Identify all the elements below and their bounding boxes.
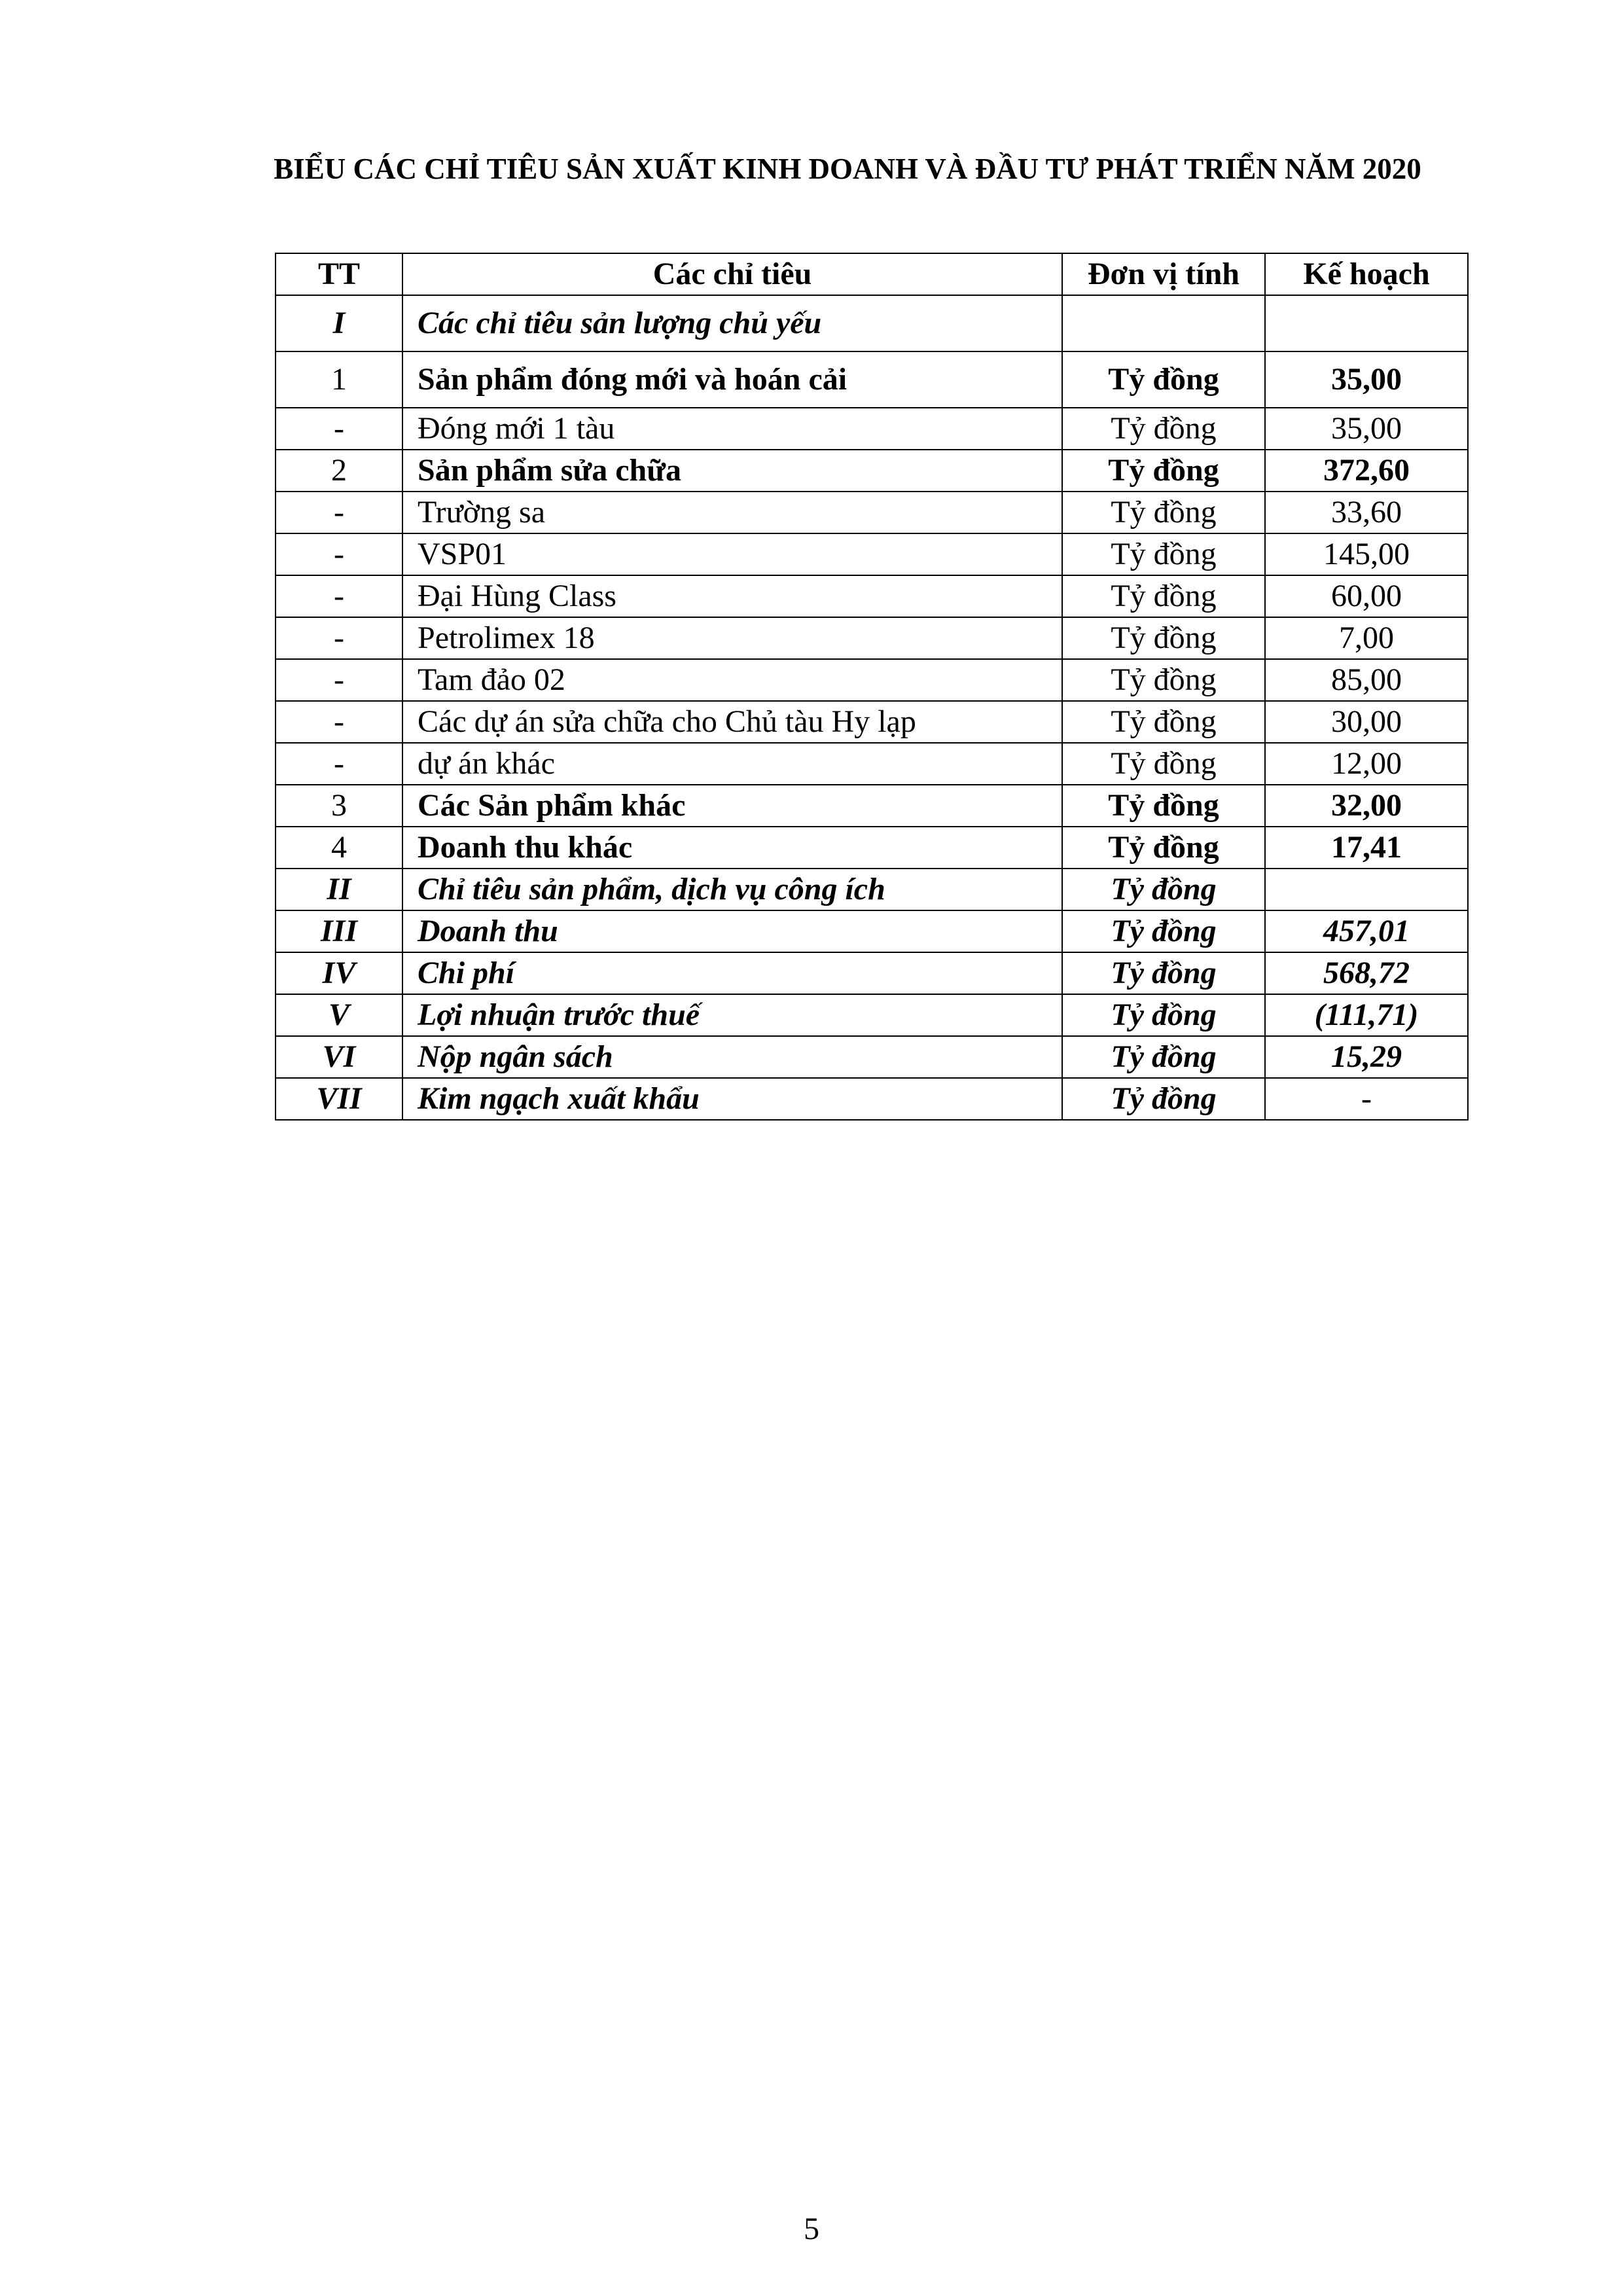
row-indicator: Các Sản phẩm khác (402, 785, 1062, 827)
header-tt: TT (276, 253, 402, 295)
table-row (276, 701, 1468, 743)
row-unit: Tỷ đồng (1062, 1036, 1265, 1078)
row-unit: Tỷ đồng (1062, 827, 1265, 869)
row-unit: Tỷ đồng (1062, 994, 1265, 1036)
row-indicator: Kim ngạch xuất khẩu (402, 1078, 1062, 1120)
row-tt: VII (276, 1078, 402, 1120)
row-plan: 15,29 (1265, 1036, 1468, 1078)
table-row (276, 952, 1468, 994)
row-tt: - (276, 659, 402, 701)
row-tt: - (276, 701, 402, 743)
table-row (276, 910, 1468, 952)
row-unit: Tỷ đồng (1062, 351, 1265, 408)
row-plan: 30,00 (1265, 701, 1468, 743)
row-plan (1265, 295, 1468, 351)
row-indicator: dự án khác (402, 743, 1062, 785)
table-row (276, 492, 1468, 533)
row-plan: 35,00 (1265, 408, 1468, 450)
row-plan: 85,00 (1265, 659, 1468, 701)
row-tt: I (276, 295, 402, 351)
row-indicator: Nộp ngân sách (402, 1036, 1062, 1078)
table-row (276, 994, 1468, 1036)
table-header-row (276, 253, 1468, 295)
row-indicator: Petrolimex 18 (402, 617, 1062, 659)
header-plan: Kế hoạch (1265, 253, 1468, 295)
table-row (276, 450, 1468, 492)
row-unit: Tỷ đồng (1062, 575, 1265, 617)
row-indicator: Lợi nhuận trước thuế (402, 994, 1062, 1036)
row-indicator: Các chỉ tiêu sản lượng chủ yếu (402, 295, 1062, 351)
production-plan-table (275, 253, 1469, 1121)
row-plan: 457,01 (1265, 910, 1468, 952)
table-row (276, 869, 1468, 910)
row-unit: Tỷ đồng (1062, 617, 1265, 659)
row-plan: 17,41 (1265, 827, 1468, 869)
row-indicator: Trường sa (402, 492, 1062, 533)
row-tt: V (276, 994, 402, 1036)
row-indicator: Doanh thu (402, 910, 1062, 952)
row-tt: 3 (276, 785, 402, 827)
table-row (276, 1036, 1468, 1078)
row-plan: 7,00 (1265, 617, 1468, 659)
row-unit: Tỷ đồng (1062, 492, 1265, 533)
table-row (276, 827, 1468, 869)
row-unit (1062, 295, 1265, 351)
row-unit: Tỷ đồng (1062, 910, 1265, 952)
table-row (276, 785, 1468, 827)
row-indicator: Chi phí (402, 952, 1062, 994)
header-unit: Đơn vị tính (1062, 253, 1265, 295)
table-row (276, 575, 1468, 617)
row-indicator: VSP01 (402, 533, 1062, 575)
row-plan (1265, 869, 1468, 910)
row-tt: - (276, 575, 402, 617)
row-plan: 35,00 (1265, 351, 1468, 408)
row-tt: III (276, 910, 402, 952)
row-plan: 33,60 (1265, 492, 1468, 533)
row-plan: 60,00 (1265, 575, 1468, 617)
table-row (276, 533, 1468, 575)
row-plan: - (1265, 1078, 1468, 1120)
row-plan: 145,00 (1265, 533, 1468, 575)
row-indicator: Doanh thu khác (402, 827, 1062, 869)
row-unit: Tỷ đồng (1062, 533, 1265, 575)
row-indicator: Các dự án sửa chữa cho Chủ tàu Hy lạp (402, 701, 1062, 743)
table-row (276, 1078, 1468, 1120)
page-number: 5 (804, 2212, 819, 2246)
row-unit: Tỷ đồng (1062, 1078, 1265, 1120)
document-title: BIỂU CÁC CHỈ TIÊU SẢN XUẤT KINH DOANH VÀ ĐẦU TƯ PHÁT TRIỂN NĂM 2020 (274, 152, 1421, 185)
row-tt: II (276, 869, 402, 910)
table-row (276, 351, 1468, 408)
row-plan: (111,71) (1265, 994, 1468, 1036)
row-indicator: Đại Hùng Class (402, 575, 1062, 617)
row-unit: Tỷ đồng (1062, 952, 1265, 994)
row-unit: Tỷ đồng (1062, 869, 1265, 910)
table-row (276, 743, 1468, 785)
row-indicator: Đóng mới 1 tàu (402, 408, 1062, 450)
row-plan: 372,60 (1265, 450, 1468, 492)
table-row (276, 295, 1468, 351)
row-unit: Tỷ đồng (1062, 785, 1265, 827)
row-indicator: Sản phẩm sửa chữa (402, 450, 1062, 492)
row-tt: 2 (276, 450, 402, 492)
row-tt: 1 (276, 351, 402, 408)
row-tt: IV (276, 952, 402, 994)
table-row (276, 659, 1468, 701)
table-row (276, 408, 1468, 450)
row-unit: Tỷ đồng (1062, 408, 1265, 450)
row-indicator: Tam đảo 02 (402, 659, 1062, 701)
row-plan: 568,72 (1265, 952, 1468, 994)
row-tt: - (276, 408, 402, 450)
row-unit: Tỷ đồng (1062, 450, 1265, 492)
row-tt: - (276, 492, 402, 533)
header-indicator: Các chỉ tiêu (402, 253, 1062, 295)
row-indicator: Chỉ tiêu sản phẩm, dịch vụ công ích (402, 869, 1062, 910)
row-tt: - (276, 533, 402, 575)
row-indicator: Sản phẩm đóng mới và hoán cải (402, 351, 1062, 408)
table-row (276, 617, 1468, 659)
row-unit: Tỷ đồng (1062, 659, 1265, 701)
row-tt: - (276, 617, 402, 659)
row-tt: 4 (276, 827, 402, 869)
row-plan: 12,00 (1265, 743, 1468, 785)
row-unit: Tỷ đồng (1062, 701, 1265, 743)
row-unit: Tỷ đồng (1062, 743, 1265, 785)
row-plan: 32,00 (1265, 785, 1468, 827)
row-tt: - (276, 743, 402, 785)
row-tt: VI (276, 1036, 402, 1078)
